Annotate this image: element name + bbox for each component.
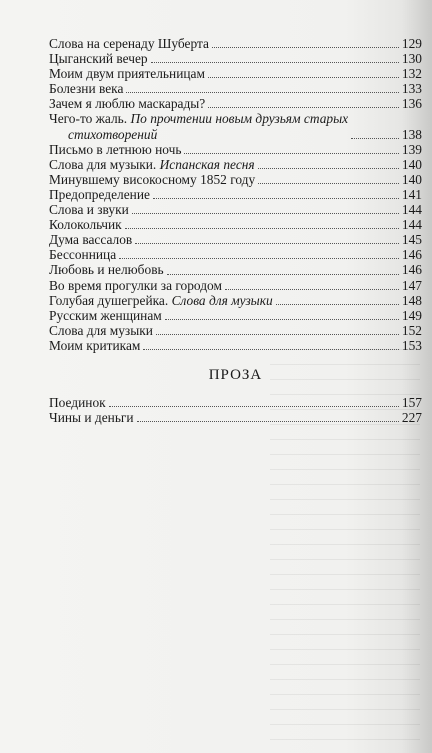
toc-title: Зачем я люблю маскарады? — [49, 96, 206, 112]
toc-entry — [49, 262, 422, 277]
leader-dots — [258, 168, 399, 169]
leader-dots — [212, 47, 399, 48]
leader-dots — [125, 228, 399, 229]
toc-entry — [49, 172, 422, 187]
leader-dots — [109, 406, 399, 407]
toc-title: Болезни века — [49, 81, 124, 97]
toc-entry — [49, 395, 422, 410]
toc-entry — [49, 51, 422, 66]
toc-title: Чего-то жаль. — [49, 111, 131, 127]
toc-title: Предопределение — [49, 186, 150, 202]
toc-page: 136 — [401, 96, 422, 112]
toc-entry — [49, 111, 422, 141]
toc-entry — [49, 96, 422, 111]
toc-title: Письмо в летнюю ночь — [49, 141, 182, 157]
toc-entry — [49, 410, 422, 425]
section-heading-prose: ПРОЗА — [208, 366, 263, 383]
toc-title: Минувшему високосному 1852 году — [49, 171, 256, 187]
toc-page: 130 — [401, 51, 422, 67]
toc-subtitle: Слова для музыки — [171, 292, 273, 308]
toc-entry — [49, 338, 422, 353]
toc-entry — [49, 81, 422, 96]
leader-dots — [208, 77, 399, 78]
leader-dots — [153, 198, 399, 199]
leader-dots — [258, 183, 399, 184]
leader-dots — [208, 107, 399, 108]
toc-entry — [49, 293, 422, 308]
toc-entry — [49, 323, 422, 338]
leader-dots — [184, 153, 398, 154]
toc-title: Слова для музыки. Испанская песня — [49, 156, 255, 172]
toc-entry — [49, 247, 422, 262]
toc-entry — [49, 157, 422, 172]
toc-page: 149 — [401, 307, 422, 323]
toc-entry — [49, 36, 422, 51]
toc-entry — [49, 308, 422, 323]
toc-entry — [49, 142, 422, 157]
toc-page: 148 — [401, 292, 422, 308]
toc-page: 139 — [401, 141, 422, 157]
toc-page: 132 — [401, 66, 422, 82]
toc-page: 129 — [401, 36, 422, 51]
toc-title: Поединок — [49, 394, 106, 410]
leader-dots — [225, 289, 399, 290]
toc-title: Моим критикам — [49, 337, 141, 353]
toc-page: 133 — [401, 81, 422, 97]
leader-dots — [167, 274, 399, 275]
toc-entry — [49, 278, 422, 293]
toc-subtitle-line2: стихотворений — [68, 126, 158, 142]
leader-dots — [165, 319, 399, 320]
toc-title: Любовь и нелюбовь — [49, 262, 164, 278]
toc-page: 138 — [401, 126, 422, 142]
leader-dots — [137, 421, 399, 422]
leader-dots — [132, 213, 399, 214]
toc-title: Чины и деньги — [49, 410, 134, 426]
toc-title-block — [49, 111, 348, 141]
toc-title: Цыганский вечер — [49, 51, 148, 67]
leader-dots — [126, 92, 399, 93]
toc-page: 227 — [401, 410, 422, 426]
toc-title: Слова и звуки — [49, 202, 129, 218]
toc-title: Слова на серенаду Шуберта — [49, 36, 209, 51]
toc-entry — [49, 202, 422, 217]
leader-dots — [276, 304, 399, 305]
leader-dots — [135, 243, 399, 244]
toc-page: 144 — [401, 202, 422, 218]
toc-page: 141 — [401, 186, 422, 202]
toc-title: Дума вассалов — [49, 232, 133, 248]
toc-page: 145 — [401, 232, 422, 248]
toc-page: 153 — [401, 337, 422, 353]
toc-title: Во время прогулки за городом — [49, 277, 222, 293]
toc-page: 146 — [401, 262, 422, 278]
toc-page: 147 — [401, 277, 422, 293]
leader-dots — [351, 138, 399, 139]
toc-title: Моим двум приятельницам — [49, 66, 205, 82]
toc-title: Русским женщинам — [49, 307, 162, 323]
leader-dots — [151, 62, 399, 63]
toc-entry — [49, 187, 422, 202]
toc-entry — [49, 217, 422, 232]
toc-subtitle: По прочтении новым друзьям старых — [130, 111, 349, 127]
table-of-contents — [49, 36, 422, 425]
toc-title: Бессонница — [49, 247, 117, 263]
toc-page: 152 — [401, 322, 422, 338]
toc-title: Колокольчик — [49, 217, 122, 233]
toc-page: 140 — [401, 156, 422, 172]
leader-dots — [119, 258, 399, 259]
toc-title: Слова для музыки — [49, 322, 153, 338]
toc-page: 144 — [401, 217, 422, 233]
toc-entry — [49, 232, 422, 247]
toc-subtitle: Испанская песня — [159, 156, 255, 172]
toc-page: 146 — [401, 247, 422, 263]
toc-page: 157 — [401, 394, 422, 410]
toc-page: 140 — [401, 171, 422, 187]
leader-dots — [156, 334, 399, 335]
leader-dots — [143, 349, 399, 350]
toc-entry — [49, 66, 422, 81]
toc-title: Голубая душегрейка. Слова для музыки — [49, 292, 273, 308]
